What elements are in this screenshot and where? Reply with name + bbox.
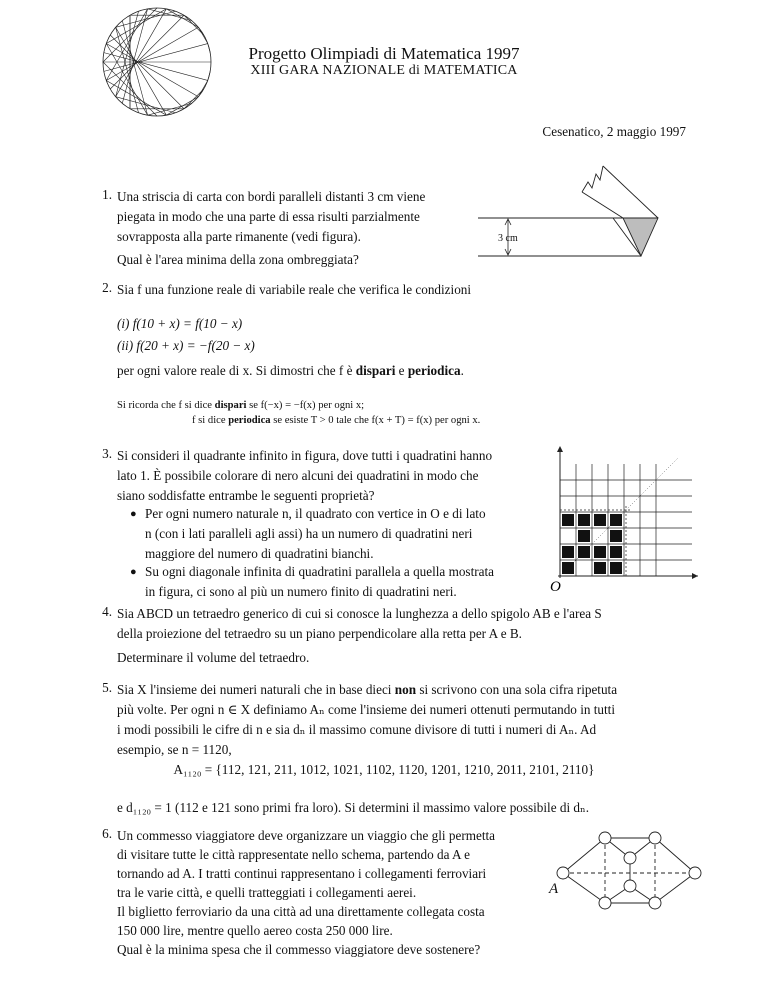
black-square [578,546,590,558]
black-square [594,546,606,558]
problem-2-number: 2. [102,280,112,295]
problem-2-statement: per ogni valore reale di x. Si dimostri che f è dispari e periodica. [117,363,464,378]
bullet-1: ● Per ogni numero naturale n, il quadrato con vertice in O e di lato n (con i lati paralleli agli assi) ha un numero di quadratini neri maggiore del numero di quadratini bianchi. [130,506,486,561]
black-square [610,546,622,558]
problem-3-number: 3. [102,446,112,461]
black-square [578,514,590,526]
condition-ii: (ii) f(20 + x) = −f(20 − x) [117,338,255,353]
definition-note-odd: Si ricorda che f si dice dispari se f(−x) = −f(x) per ogni x; [117,400,365,411]
problem-6-number: 6. [102,826,112,841]
paper-strip-figure [478,160,688,270]
black-square [610,562,622,574]
origin-label: O [550,579,561,595]
problem-5-text: Sia X l'insieme dei numeri naturali che in base dieci non si scrivono con una sola cifra ripetuta più volte. Per ogni n ∈ X definiamo Aₙ come l'insieme dei numeri ottenuti permutando in tutti i modi possibili le cifre di n e sia dₙ il massimo comune divisore di tutti i numeri di Aₙ. Ad esempio, se n = 1120, [117,682,618,757]
problem-4-number: 4. [102,604,112,619]
bullet-2: ● Su ogni diagonale infinita di quadratini parallela a quella mostrata in figura, ci sono al più un numero finito di quadratini neri. [130,564,494,599]
black-square [594,514,606,526]
black-square [562,562,574,574]
black-square [578,530,590,542]
set-formula: A₁₁₂₀ = {112, 121, 211, 1012, 1021, 1102, 1120, 1201, 1210, 2011, 2101, 2110} [173,762,595,777]
problem-1-question: Qual è l'area minima della zona ombreggiata? [117,252,359,267]
page-title: Progetto Olimpiadi di Matematica 1997 [248,44,520,63]
problem-2-intro: Sia f una funzione reale di variabile reale che verifica le condizioni [117,282,472,297]
problem-3-text: Si consideri il quadrante infinito in figura, dove tutti i quadratini hanno lato 1. È possibile colorare di nero alcuni dei quadratini in modo che siano soddisfatte entrambe le seguenti proprietà? [117,448,493,503]
problem-6-text: Un commesso viaggiatore deve organizzare un viaggio che gli permetta di visitare tutte le città rappresentate nello schema, partendo da A e tornando ad A. I tratti continui rappresentano i collegamenti ferroviari tra le varie città, e quelli tratteggiati i collegamenti aerei. Il biglietto ferroviario da una città ad una direttamente collegata costa 150 000 lire, mentre quello aereo costa 250 000 lire. Qual è la minima spesa che il commesso viaggiatore deve sostenere? [117,828,496,957]
problem-5-number: 5. [102,680,112,695]
problem-1-text: Una striscia di carta con bordi paralleli distanti 3 cm viene piegata in modo che una parte di essa risulti parzialmente sovrapposta alla parte rimanente (vedi figura). [117,189,426,244]
page-subtitle: XIII GARA NAZIONALE di MATEMATICA [250,63,518,78]
quadrant-grid-figure [548,446,698,596]
problem-5-conclusion: e d₁₁₂₀ = 1 (112 e 121 sono primi fra loro). Si determini il massimo valore possibile di dₙ. [117,800,590,815]
problem-4-text: Sia ABCD un tetraedro generico di cui si conosce la lunghezza a dello spigolo AB e l'area S della proiezione del tetraedro su un piano perpendicolare alla retta per A e B. [117,606,602,641]
black-square [594,562,606,574]
travel-network-figure [545,818,725,918]
problem-4-question: Determinare il volume del tetraedro. [117,650,310,665]
problem-1-number: 1. [102,187,112,202]
definition-note-periodic: f si dice periodica se esiste T > 0 tale che f(x + T) = f(x) per ogni x. [192,415,481,426]
strip-width-label: 3 cm [498,233,518,244]
date-line: Cesenatico, 2 maggio 1997 [542,124,686,139]
black-square [610,514,622,526]
black-square [562,546,574,558]
black-square [610,530,622,542]
black-square [562,514,574,526]
city-a-label: A [549,881,559,897]
condition-i: (i) f(10 + x) = f(10 − x) [117,316,243,331]
